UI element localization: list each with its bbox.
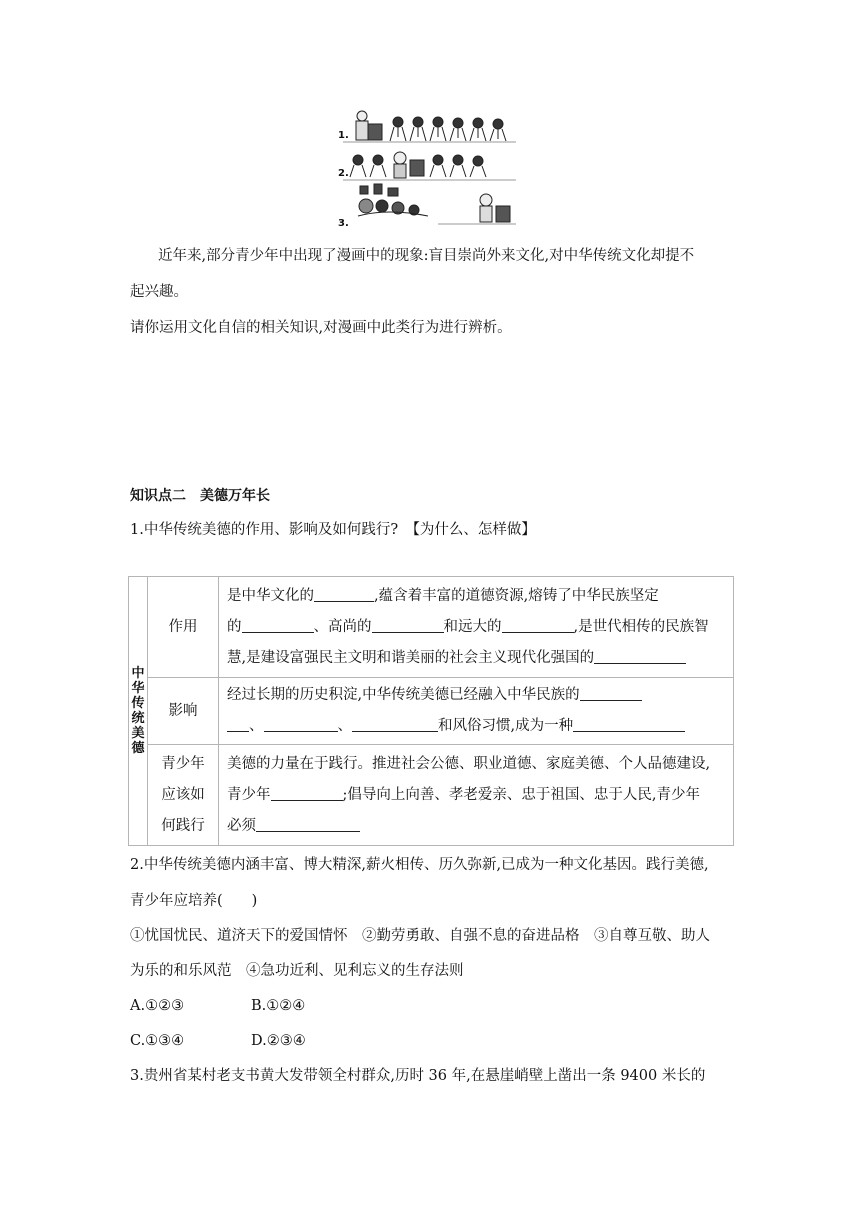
cartoon-panel-2 — [343, 152, 516, 180]
option-d[interactable]: D.②③④ — [251, 1033, 306, 1049]
fill-blank[interactable] — [256, 816, 360, 832]
option-b[interactable]: B.①②④ — [251, 998, 306, 1014]
option-a[interactable]: A.①②③ — [130, 998, 185, 1014]
table-row-influence — [129, 678, 734, 745]
virtue-table — [128, 576, 734, 846]
row-label-influence: 影响 — [148, 678, 219, 745]
fill-blank[interactable] — [594, 648, 686, 664]
section-title: 知识点二 美德万年长 — [130, 488, 270, 504]
question-2-line-1: 2.中华传统美德内涵丰富、博大精深,薪火相传、历久弥新,已成为一种文化基因。践行美德, — [130, 857, 709, 873]
option-c[interactable]: C.①③④ — [130, 1033, 185, 1049]
row-label-effect: 作用 — [148, 577, 219, 678]
fill-blank[interactable] — [271, 785, 343, 801]
fill-blank[interactable] — [372, 617, 444, 633]
question-2-line-2: 青少年应培养( ) — [130, 893, 258, 909]
intro-line-1: 近年来,部分青少年中出现了漫画中的现象:盲目崇尚外来文化,对中华传统文化却提不 — [158, 248, 695, 264]
panel-label-3: 3. — [338, 218, 349, 229]
fill-blank[interactable] — [502, 617, 574, 633]
intro-question: 请你运用文化自信的相关知识,对漫画中此类行为进行辨析。 — [130, 320, 512, 336]
question-2-options-line-2: 为乐的和乐风范 ④急功近利、见利忘义的生存法则 — [130, 963, 464, 979]
cartoon-panel-3 — [358, 184, 516, 224]
question-3-line-1: 3.贵州省某村老支书黄大发带领全村群众,历时 36 年,在悬崖峭壁上凿出一条 9400 米长的 — [130, 1068, 706, 1084]
table-side-label: 中华传统美德 — [129, 577, 148, 846]
question-2-options-line-1: ①忧国忧民、道济天下的爱国情怀 ②勤劳勇敢、自强不息的奋进品格 ③自尊互敬、助人 — [130, 928, 710, 944]
intro-line-2: 起兴趣。 — [130, 284, 188, 300]
fill-blank[interactable] — [314, 586, 374, 602]
fill-blank[interactable] — [352, 716, 438, 732]
table-row-practice — [129, 745, 734, 846]
cartoon-illustration — [338, 110, 520, 232]
fill-blank[interactable] — [242, 617, 314, 633]
fill-blank[interactable] — [580, 685, 642, 701]
question-1: 1.中华传统美德的作用、影响及如何践行? 【为什么、怎样做】 — [130, 522, 536, 538]
fill-blank[interactable] — [573, 716, 685, 732]
row-label-practice: 青少年 应该如 何践行 — [148, 745, 219, 846]
panel-label-1: 1. — [338, 130, 349, 141]
row-content-practice: 美德的力量在于践行。推进社会公德、职业道德、家庭美德、个人品德建设, 青少年 ;倡导向上向善、孝老爱亲、忠于祖国、忠于人民,青少年 必须 — [219, 745, 734, 846]
panel-label-2: 2. — [338, 168, 349, 179]
table-row-effect — [129, 577, 734, 678]
row-content-effect: 是中华文化的 ,蕴含着丰富的道德资源,熔铸了中华民族坚定 的 、高尚的 和远大的 ,是世代相传的民族智 慧,是建设富强民主文明和谐美丽的社会主义现代化强国的 — [219, 577, 734, 678]
fill-blank[interactable] — [227, 716, 249, 732]
fill-blank[interactable] — [264, 716, 338, 732]
row-content-influence: 经过长期的历史积淀,中华传统美德已经融入中华民族的 、 、 和风俗习惯,成为一种 — [219, 678, 734, 745]
cartoon-panel-1 — [343, 111, 516, 142]
